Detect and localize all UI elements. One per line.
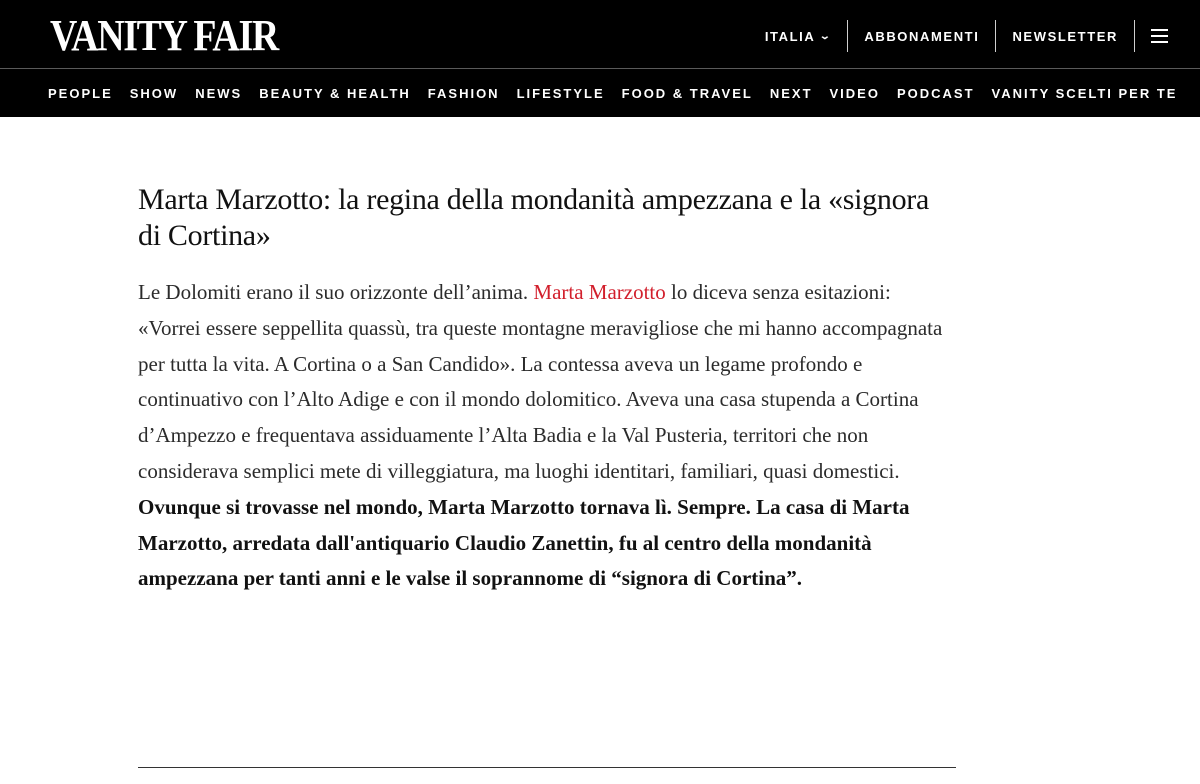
nav-item-food-travel[interactable]: FOOD & TRAVEL: [621, 85, 753, 101]
section-divider: [138, 767, 956, 768]
chevron-down-icon: ⌄: [819, 30, 834, 42]
paragraph-text: lo diceva senza esitazioni: «Vorrei essere seppellita quassù, tra queste montagne meravigliose che mi hanno accompagnata per tutta la vita. A Cortina o a San Candido». La contessa aveva un legame profondo e continuativo con l’Alto Adige e con il mondo dolomitico. Aveva una casa stupenda a Cortina d’Ampezzo e frequentava assiduamente l’Alta Badia e la Val Pusteria, territori che non considerava semplici mete di villeggiatura, ma luoghi identitari, familiari, quasi domestici.: [138, 280, 943, 483]
newsletter-link[interactable]: NEWSLETTER: [1012, 28, 1118, 44]
article: [138, 182, 956, 618]
nav-item-vanity-scelti[interactable]: VANITY SCELTI PER TE: [991, 85, 1178, 101]
nav-item-news[interactable]: NEWS: [195, 85, 243, 101]
nav-item-next[interactable]: NEXT: [769, 85, 813, 101]
subscribe-link[interactable]: ABBONAMENTI: [864, 28, 980, 44]
nav-item-fashion[interactable]: FASHION: [427, 85, 500, 101]
hamburger-menu-icon[interactable]: [1135, 29, 1168, 43]
nav-item-show[interactable]: SHOW: [129, 85, 179, 101]
edition-label: ITALIA: [764, 28, 816, 44]
article-headline: Marta Marzotto: la regina della mondanità ampezzana e la «signora di Cortina»: [138, 183, 929, 252]
nav-item-beauty-health[interactable]: BEAUTY & HEALTH: [259, 85, 411, 101]
paragraph-intro: Le Dolomiti erano il suo orizzonte dell’anima.: [138, 280, 534, 304]
article-paragraph: [138, 275, 950, 597]
nav-item-people[interactable]: PEOPLE: [48, 85, 113, 101]
paragraph-bold-text: Ovunque si trovasse nel mondo, Marta Marzotto tornava lì. Sempre. La casa di Marta Marzotto, arredata dall'antiquario Claudio Zanettin, fu al centro della mondanità ampezzana per tanti anni e le valse il soprannome di “signora di Cortina”.: [138, 494, 910, 591]
marta-marzotto-link[interactable]: Marta Marzotto: [533, 280, 666, 304]
nav-item-podcast[interactable]: PODCAST: [896, 85, 975, 101]
logo[interactable]: VANITY FAIR: [50, 11, 278, 60]
top-bar: [0, 0, 1200, 69]
edition-selector[interactable]: [749, 29, 848, 44]
nav-item-lifestyle[interactable]: LIFESTYLE: [516, 85, 605, 101]
nav-item-video[interactable]: VIDEO: [829, 85, 880, 101]
top-right-menu: [749, 18, 1168, 54]
main-nav: [0, 69, 1200, 117]
